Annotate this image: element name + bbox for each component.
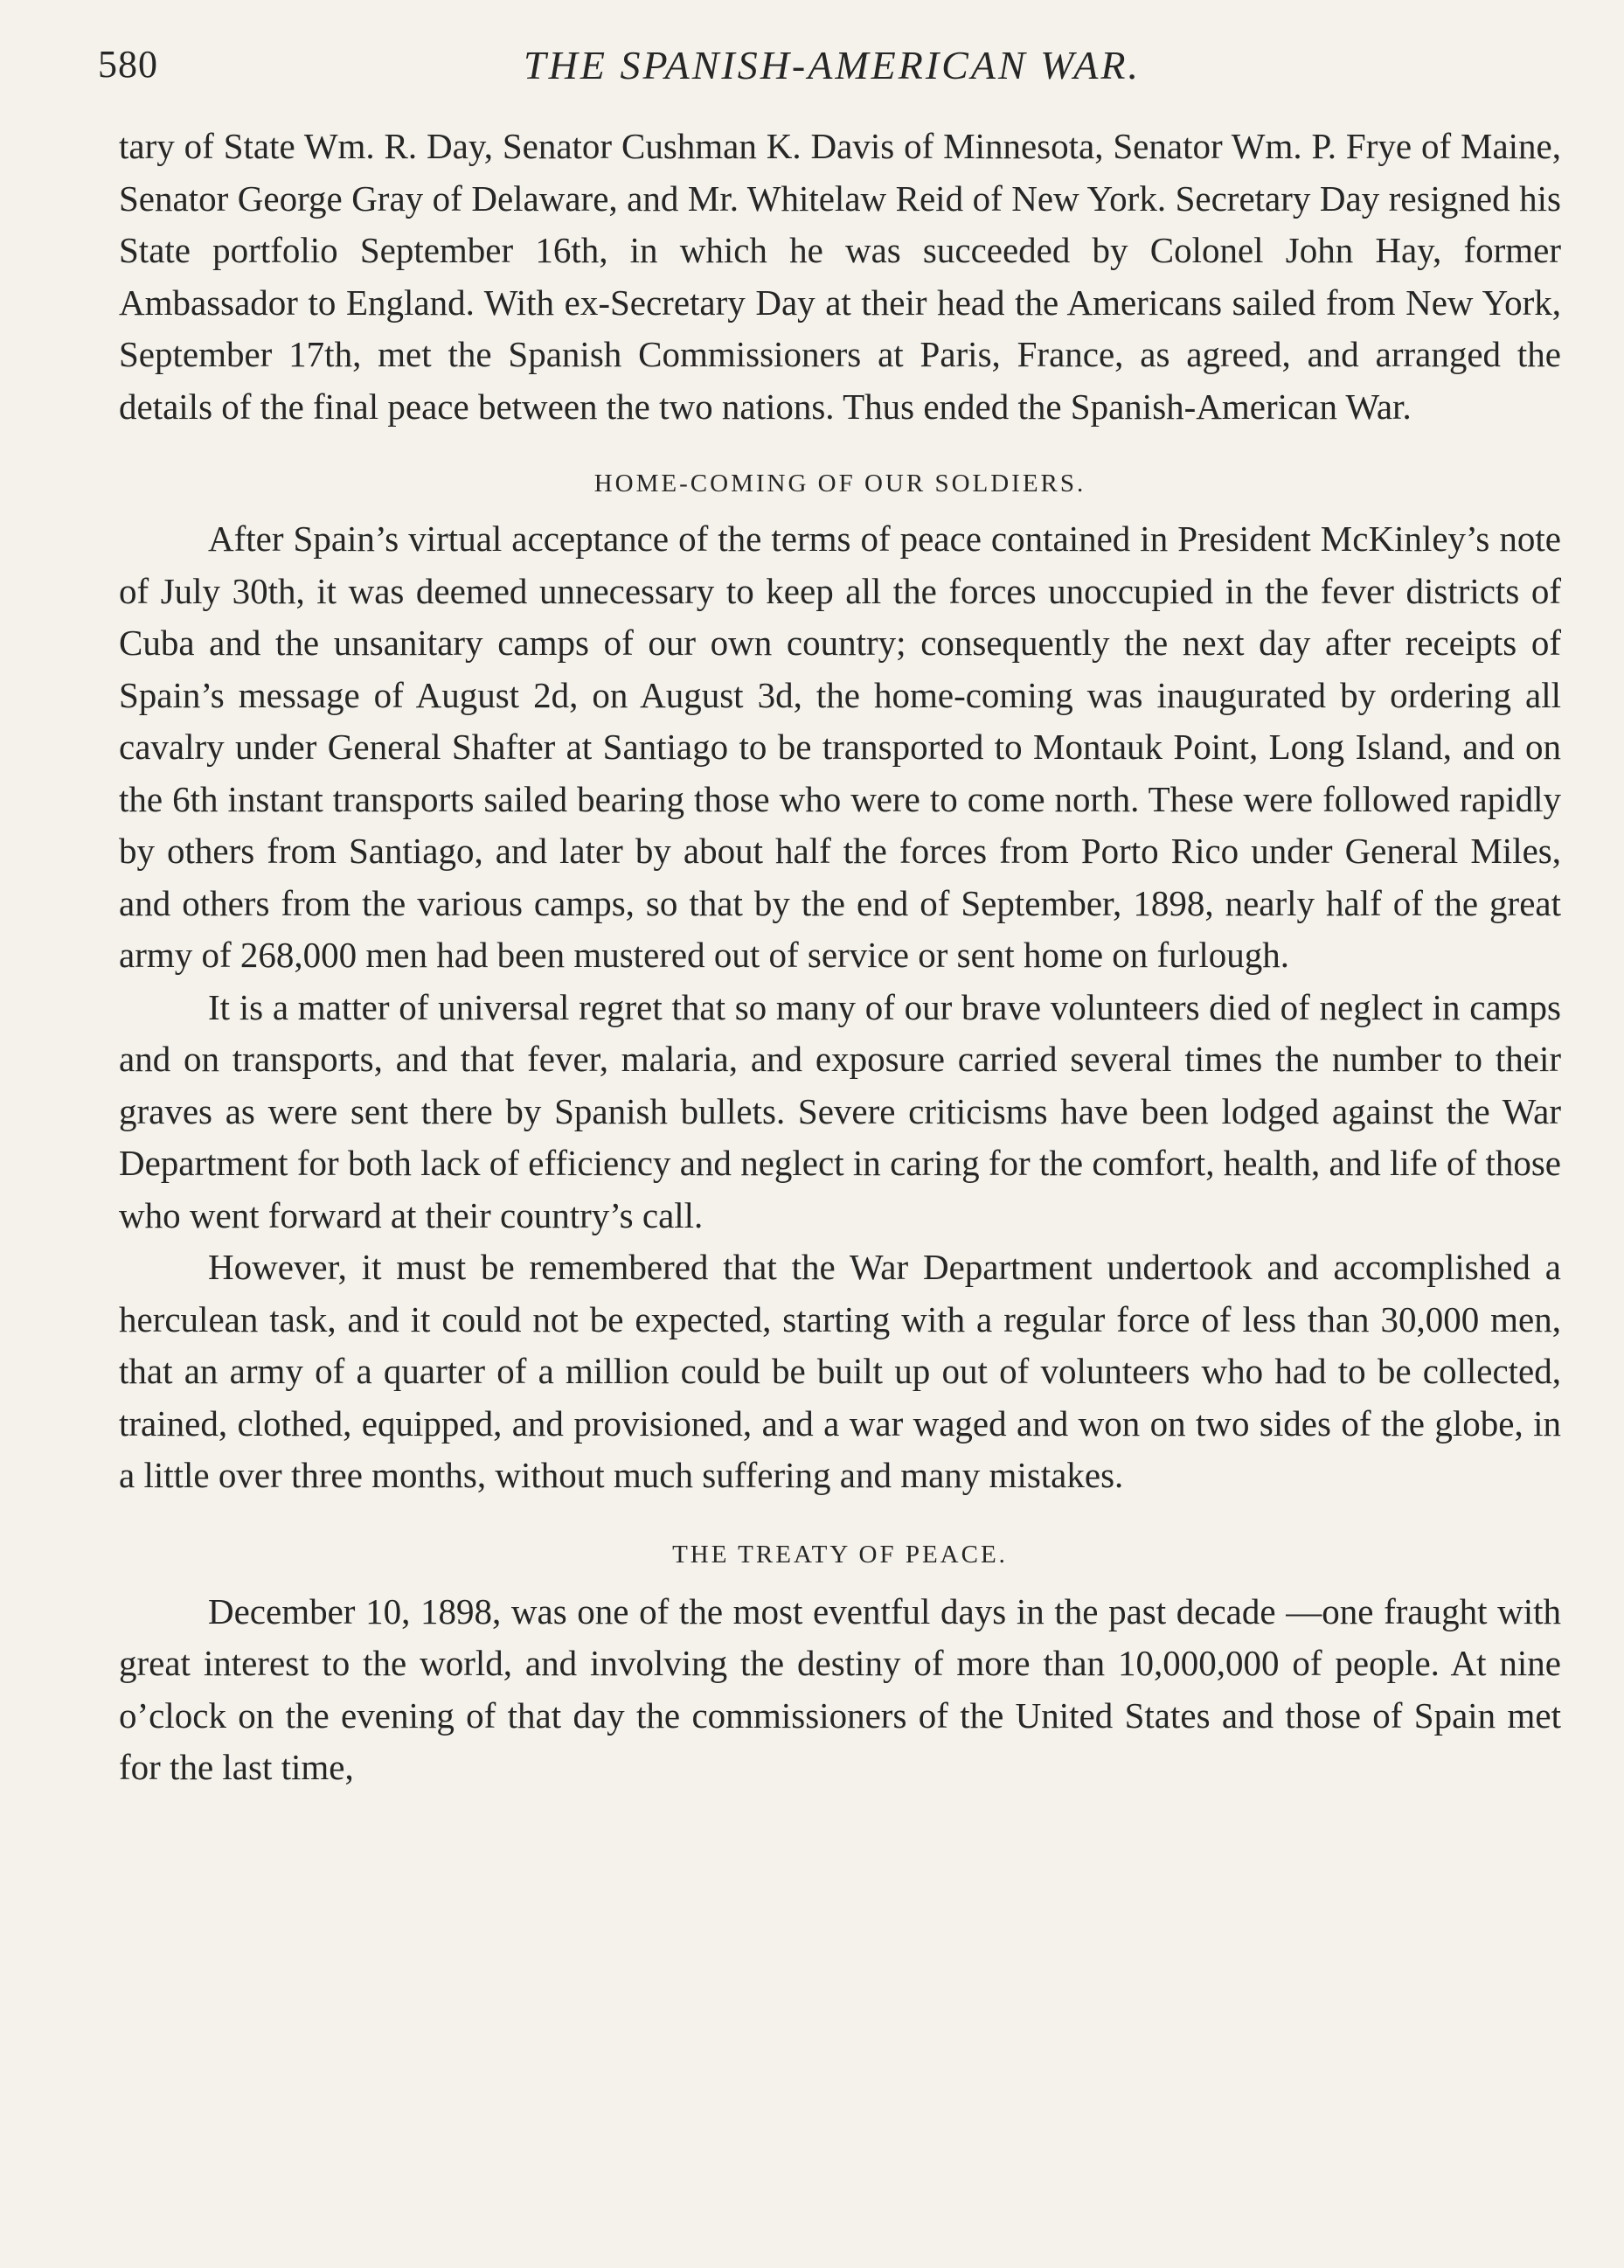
body-text xyxy=(119,121,1561,1794)
section-heading-homecoming: HOME-COMING OF OUR SOLDIERS. xyxy=(593,470,1086,497)
paragraph-continuation: tary of State Wm. R. Day, Senator Cushman K. Davis of Minnesota, Senator Wm. P. Frye of Maine, Senator George Gray of Delaware, and Mr. Whitelaw Reid of New York. Secretary Day resigned his State portfolio September 16th, in which he was succeeded by Colonel John Hay, former Ambassador to England. With ex-Secretary Day at their head the Americans sailed from New York, September 17th, met the Spanish Commissioners at Paris, France, as agreed, and arranged the details of the final peace between the two nations. Thus ended the Spanish-American War. xyxy=(119,126,1561,427)
page-header xyxy=(98,42,1566,94)
page-number: 580 xyxy=(98,43,158,86)
paragraph-homecoming: After Spain’s virtual acceptance of the terms of peace contained in President McKinley’s note of July 30th, it was deemed unnecessary to keep all the forces unoccupied in the fever districts of Cuba and the unsanitary camps of our own country; consequently the next day after receipts of Spain’s message of August 2d, on August 3d, the home-coming was inaugurated by ordering all cavalry under General Shafter at Santiago to be transported to Montauk Point, Long Island, and on the 6th instant transports sailed bearing those who were to come north. These were followed rapidly by others from Santiago, and later by about half the forces from Porto Rico under General Miles, and others from the various camps, so that by the end of September, 1898, nearly half of the great army of 268,000 men had been mustered out of service or sent home on furlough. xyxy=(119,518,1561,975)
paragraph-herculean-task: However, it must be remembered that the War Department undertook and accomplished a herculean task, and it could not be expected, starting with a regular force of less than 30,000 men, that an army of a quarter of a million could be built up out of volunteers who had to be collected, trained, clothed, equipped, and provisioned, and a war waged and won on two sides of the globe, in a little over three months, without much suffering and many mistakes. xyxy=(119,1247,1561,1495)
paragraph-treaty: December 10, 1898, was one of the most eventful days in the past decade —one fraught with great interest to the world, and involving the destiny of more than 10,000,000 of people. At nine o’clock on the evening of that day the commissioners of the United States and those of Spain met for the last time, xyxy=(119,1590,1561,1787)
running-title: THE SPANISH-AMERICAN WAR. xyxy=(524,43,1141,87)
section-heading-treaty: THE TREATY OF PEACE. xyxy=(672,1540,1008,1569)
paragraph-regret: It is a matter of universal regret that so many of our brave volunteers died of neglect in camps and on transports, and that fever, malaria, and exposure carried several times the number to their graves as were sent there by Spanish bullets. Severe criticisms have been lodged against the War Department for both lack of efficiency and neglect in caring for the comfort, health, and life of those who went forward at their country’s call. xyxy=(119,986,1561,1235)
